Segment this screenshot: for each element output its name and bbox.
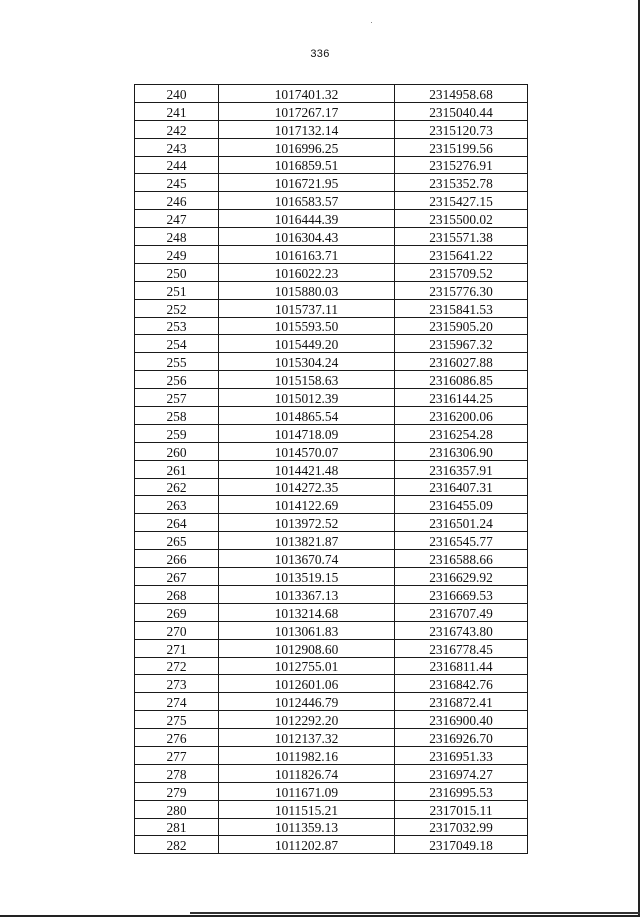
table-row	[135, 514, 528, 532]
northing-cell: 2316707.49	[395, 603, 528, 621]
easting-cell: 1013821.87	[219, 532, 395, 550]
table-row	[135, 782, 528, 800]
table-row	[135, 156, 528, 174]
easting-cell: 1011515.21	[219, 800, 395, 818]
easting-cell: 1015593.50	[219, 317, 395, 335]
northing-cell: 2316974.27	[395, 764, 528, 782]
northing-cell: 2316778.45	[395, 639, 528, 657]
easting-cell: 1014272.35	[219, 478, 395, 496]
easting-cell: 1016996.25	[219, 138, 395, 156]
point-number-cell: 257	[135, 389, 219, 407]
point-number-cell: 256	[135, 371, 219, 389]
point-number-cell: 260	[135, 442, 219, 460]
easting-cell: 1012755.01	[219, 657, 395, 675]
point-number-cell: 251	[135, 281, 219, 299]
point-number-cell: 245	[135, 174, 219, 192]
easting-cell: 1016721.95	[219, 174, 395, 192]
northing-cell: 2316743.80	[395, 621, 528, 639]
easting-cell: 1011359.13	[219, 818, 395, 836]
northing-cell: 2315709.52	[395, 263, 528, 281]
northing-cell: 2316501.24	[395, 514, 528, 532]
northing-cell: 2316545.77	[395, 532, 528, 550]
table-row	[135, 693, 528, 711]
easting-cell: 1015304.24	[219, 353, 395, 371]
easting-cell: 1013367.13	[219, 585, 395, 603]
table-row	[135, 281, 528, 299]
point-number-cell: 244	[135, 156, 219, 174]
point-number-cell: 246	[135, 192, 219, 210]
point-number-cell: 262	[135, 478, 219, 496]
northing-cell: 2315500.02	[395, 210, 528, 228]
northing-cell: 2316254.28	[395, 424, 528, 442]
table-row	[135, 585, 528, 603]
northing-cell: 2316629.92	[395, 568, 528, 586]
easting-cell: 1011982.16	[219, 746, 395, 764]
table-row	[135, 407, 528, 425]
northing-cell: 2316995.53	[395, 782, 528, 800]
point-number-cell: 282	[135, 836, 219, 854]
point-number-cell: 271	[135, 639, 219, 657]
northing-cell: 2317049.18	[395, 836, 528, 854]
easting-cell: 1014421.48	[219, 460, 395, 478]
easting-cell: 1013214.68	[219, 603, 395, 621]
point-number-cell: 248	[135, 228, 219, 246]
northing-cell: 2316872.41	[395, 693, 528, 711]
northing-cell: 2317015.11	[395, 800, 528, 818]
point-number-cell: 273	[135, 675, 219, 693]
table-row	[135, 836, 528, 854]
easting-cell: 1014865.54	[219, 407, 395, 425]
table-row	[135, 335, 528, 353]
point-number-cell: 263	[135, 496, 219, 514]
easting-cell: 1016583.57	[219, 192, 395, 210]
northing-cell: 2315120.73	[395, 120, 528, 138]
northing-cell: 2316027.88	[395, 353, 528, 371]
point-number-cell: 277	[135, 746, 219, 764]
northing-cell: 2316588.66	[395, 550, 528, 568]
point-number-cell: 258	[135, 407, 219, 425]
point-number-cell: 240	[135, 85, 219, 103]
easting-cell: 1013061.83	[219, 621, 395, 639]
easting-cell: 1017401.32	[219, 85, 395, 103]
easting-cell: 1015012.39	[219, 389, 395, 407]
northing-cell: 2315841.53	[395, 299, 528, 317]
easting-cell: 1015158.63	[219, 371, 395, 389]
point-number-cell: 276	[135, 729, 219, 747]
northing-cell: 2315641.22	[395, 246, 528, 264]
northing-cell: 2316669.53	[395, 585, 528, 603]
table-row	[135, 442, 528, 460]
table-row	[135, 210, 528, 228]
point-number-cell: 255	[135, 353, 219, 371]
table-row	[135, 568, 528, 586]
table-row	[135, 550, 528, 568]
point-number-cell: 278	[135, 764, 219, 782]
point-number-cell: 242	[135, 120, 219, 138]
point-number-cell: 275	[135, 711, 219, 729]
table-row	[135, 353, 528, 371]
table-row	[135, 85, 528, 103]
point-number-cell: 270	[135, 621, 219, 639]
point-number-cell: 249	[135, 246, 219, 264]
table-row	[135, 603, 528, 621]
table-row	[135, 228, 528, 246]
easting-cell: 1016163.71	[219, 246, 395, 264]
easting-cell: 1014570.07	[219, 442, 395, 460]
table-row	[135, 120, 528, 138]
northing-cell: 2315571.38	[395, 228, 528, 246]
northing-cell: 2316200.06	[395, 407, 528, 425]
table-row	[135, 675, 528, 693]
easting-cell: 1011671.09	[219, 782, 395, 800]
point-number-cell: 267	[135, 568, 219, 586]
table-row	[135, 192, 528, 210]
easting-cell: 1014122.69	[219, 496, 395, 514]
northing-cell: 2315040.44	[395, 102, 528, 120]
easting-cell: 1012292.20	[219, 711, 395, 729]
table-row	[135, 299, 528, 317]
table-row	[135, 764, 528, 782]
northing-cell: 2316455.09	[395, 496, 528, 514]
point-number-cell: 264	[135, 514, 219, 532]
point-number-cell: 279	[135, 782, 219, 800]
northing-cell: 2316407.31	[395, 478, 528, 496]
northing-cell: 2316842.76	[395, 675, 528, 693]
table-row	[135, 746, 528, 764]
northing-cell: 2316144.25	[395, 389, 528, 407]
table-row	[135, 317, 528, 335]
easting-cell: 1012446.79	[219, 693, 395, 711]
table-row	[135, 496, 528, 514]
northing-cell: 2316951.33	[395, 746, 528, 764]
table-row	[135, 138, 528, 156]
table-row	[135, 800, 528, 818]
table-row	[135, 389, 528, 407]
point-number-cell: 265	[135, 532, 219, 550]
northing-cell: 2315967.32	[395, 335, 528, 353]
easting-cell: 1012137.32	[219, 729, 395, 747]
point-number-cell: 243	[135, 138, 219, 156]
northing-cell: 2316306.90	[395, 442, 528, 460]
northing-cell: 2315905.20	[395, 317, 528, 335]
point-number-cell: 247	[135, 210, 219, 228]
page-number: 336	[310, 48, 330, 60]
point-number-cell: 261	[135, 460, 219, 478]
northing-cell: 2316926.70	[395, 729, 528, 747]
point-number-cell: 269	[135, 603, 219, 621]
table-row	[135, 478, 528, 496]
coordinates-table	[134, 84, 528, 854]
point-number-cell: 250	[135, 263, 219, 281]
easting-cell: 1013670.74	[219, 550, 395, 568]
point-number-cell: 254	[135, 335, 219, 353]
northing-cell: 2316086.85	[395, 371, 528, 389]
table-row	[135, 246, 528, 264]
scan-speck	[371, 22, 372, 23]
easting-cell: 1016022.23	[219, 263, 395, 281]
easting-cell: 1016444.39	[219, 210, 395, 228]
point-number-cell: 266	[135, 550, 219, 568]
table-row	[135, 729, 528, 747]
easting-cell: 1015737.11	[219, 299, 395, 317]
northing-cell: 2314958.68	[395, 85, 528, 103]
easting-cell: 1013519.15	[219, 568, 395, 586]
page-bottom-rule	[190, 912, 640, 914]
table-row	[135, 371, 528, 389]
easting-cell: 1013972.52	[219, 514, 395, 532]
point-number-cell: 272	[135, 657, 219, 675]
easting-cell: 1016859.51	[219, 156, 395, 174]
point-number-cell: 268	[135, 585, 219, 603]
easting-cell: 1015449.20	[219, 335, 395, 353]
point-number-cell: 241	[135, 102, 219, 120]
easting-cell: 1012601.06	[219, 675, 395, 693]
easting-cell: 1015880.03	[219, 281, 395, 299]
table-row	[135, 460, 528, 478]
table-row	[135, 711, 528, 729]
table-row	[135, 102, 528, 120]
easting-cell: 1011826.74	[219, 764, 395, 782]
easting-cell: 1012908.60	[219, 639, 395, 657]
easting-cell: 1014718.09	[219, 424, 395, 442]
table-row	[135, 639, 528, 657]
easting-cell: 1017132.14	[219, 120, 395, 138]
table-row	[135, 174, 528, 192]
northing-cell: 2316811.44	[395, 657, 528, 675]
table-row	[135, 621, 528, 639]
northing-cell: 2315776.30	[395, 281, 528, 299]
point-number-cell: 280	[135, 800, 219, 818]
point-number-cell: 274	[135, 693, 219, 711]
northing-cell: 2316900.40	[395, 711, 528, 729]
northing-cell: 2315199.56	[395, 138, 528, 156]
easting-cell: 1016304.43	[219, 228, 395, 246]
northing-cell: 2315276.91	[395, 156, 528, 174]
point-number-cell: 259	[135, 424, 219, 442]
easting-cell: 1017267.17	[219, 102, 395, 120]
northing-cell: 2315427.15	[395, 192, 528, 210]
table-row	[135, 424, 528, 442]
northing-cell: 2316357.91	[395, 460, 528, 478]
point-number-cell: 252	[135, 299, 219, 317]
northing-cell: 2317032.99	[395, 818, 528, 836]
point-number-cell: 281	[135, 818, 219, 836]
easting-cell: 1011202.87	[219, 836, 395, 854]
coordinates-table-body	[135, 85, 528, 854]
table-row	[135, 818, 528, 836]
table-row	[135, 657, 528, 675]
point-number-cell: 253	[135, 317, 219, 335]
northing-cell: 2315352.78	[395, 174, 528, 192]
table-row	[135, 532, 528, 550]
table-row	[135, 263, 528, 281]
